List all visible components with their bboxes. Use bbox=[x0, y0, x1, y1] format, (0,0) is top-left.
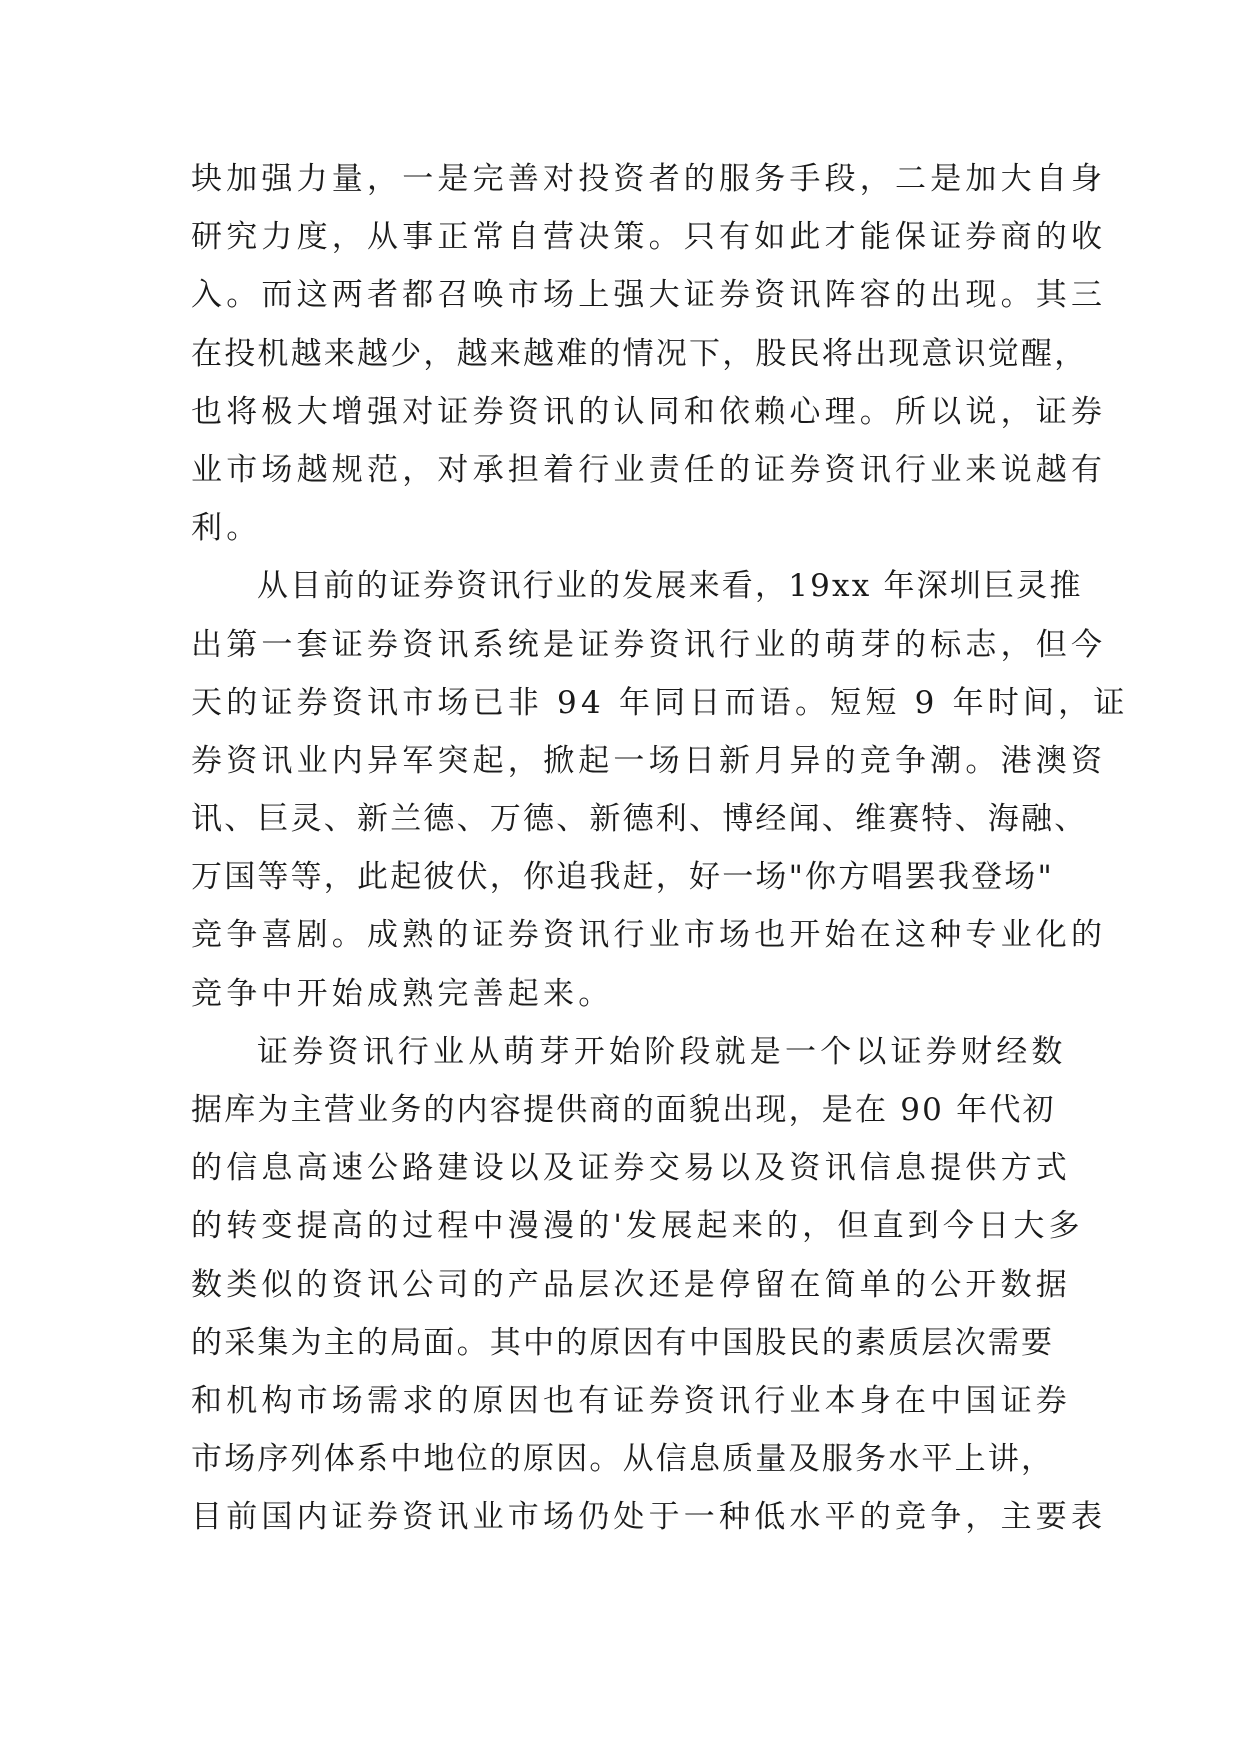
text-line: 和机构市场需求的原因也有证券资讯行业本身在中国证券 bbox=[191, 1382, 1071, 1419]
text-line: 入。而这两者都召唤市场上强大证券资讯阵容的出现。其三 bbox=[191, 277, 1107, 314]
text-line: 的信息高速公路建设以及证券交易以及资讯信息提供方式 bbox=[191, 1150, 1071, 1187]
text-line: 讯、巨灵、新兰德、万德、新德利、博经闻、维赛特、海融、 bbox=[191, 801, 1088, 838]
text-line: 从目前的证券资讯行业的发展来看，19xx 年深圳巨灵推 bbox=[257, 568, 1083, 605]
text-line: 的采集为主的局面。其中的原因有中国股民的素质层次需要 bbox=[191, 1324, 1055, 1361]
text-line: 数类似的资讯公司的产品层次还是停留在简单的公开数据 bbox=[191, 1266, 1071, 1303]
document-body bbox=[191, 150, 1129, 1547]
text-line: 万国等等，此起彼伏，你追我赶，好一场"你方唱罢我登场" bbox=[191, 859, 1054, 896]
text-line: 竞争喜剧。成熟的证券资讯行业市场也开始在这种专业化的 bbox=[191, 917, 1107, 954]
paragraph-2 bbox=[191, 557, 1129, 1023]
text-line: 也将极大增强对证券资讯的认同和依赖心理。所以说，证券 bbox=[191, 393, 1107, 430]
paragraph-3 bbox=[191, 1023, 1107, 1547]
text-line: 出第一套证券资讯系统是证券资讯行业的萌芽的标志，但今 bbox=[191, 626, 1107, 663]
paragraph-1 bbox=[191, 150, 1107, 557]
text-line: 的转变提高的过程中漫漫的'发展起来的，但直到今日大多 bbox=[191, 1208, 1084, 1245]
text-line: 市场序列体系中地位的原因。从信息质量及服务水平上讲， bbox=[191, 1441, 1055, 1478]
text-line: 证券资讯行业从萌芽开始阶段就是一个以证券财经数 bbox=[257, 1033, 1067, 1070]
text-line: 业市场越规范，对承担着行业责任的证券资讯行业来说越有 bbox=[191, 451, 1107, 488]
text-line: 在投机越来越少，越来越难的情况下，股民将出现意识觉醒， bbox=[191, 335, 1088, 372]
text-line: 竞争中开始成熟完善起来。 bbox=[191, 975, 614, 1012]
text-line: 块加强力量，一是完善对投资者的服务手段，二是加大自身 bbox=[191, 161, 1107, 197]
text-line: 天的证券资讯市场已非 94 年同日而语。短短 9 年时间，证 bbox=[191, 684, 1129, 721]
text-line: 券资讯业内异军突起，掀起一场日新月异的竞争潮。港澳资 bbox=[191, 742, 1107, 779]
text-line: 据库为主营业务的内容提供商的面貌出现，是在 90 年代初 bbox=[191, 1092, 1056, 1128]
text-line: 利。 bbox=[191, 510, 262, 547]
text-line: 目前国内证券资讯业市场仍处于一种低水平的竞争，主要表 bbox=[191, 1499, 1107, 1536]
text-line: 研究力度，从事正常自营决策。只有如此才能保证券商的收 bbox=[191, 219, 1107, 256]
